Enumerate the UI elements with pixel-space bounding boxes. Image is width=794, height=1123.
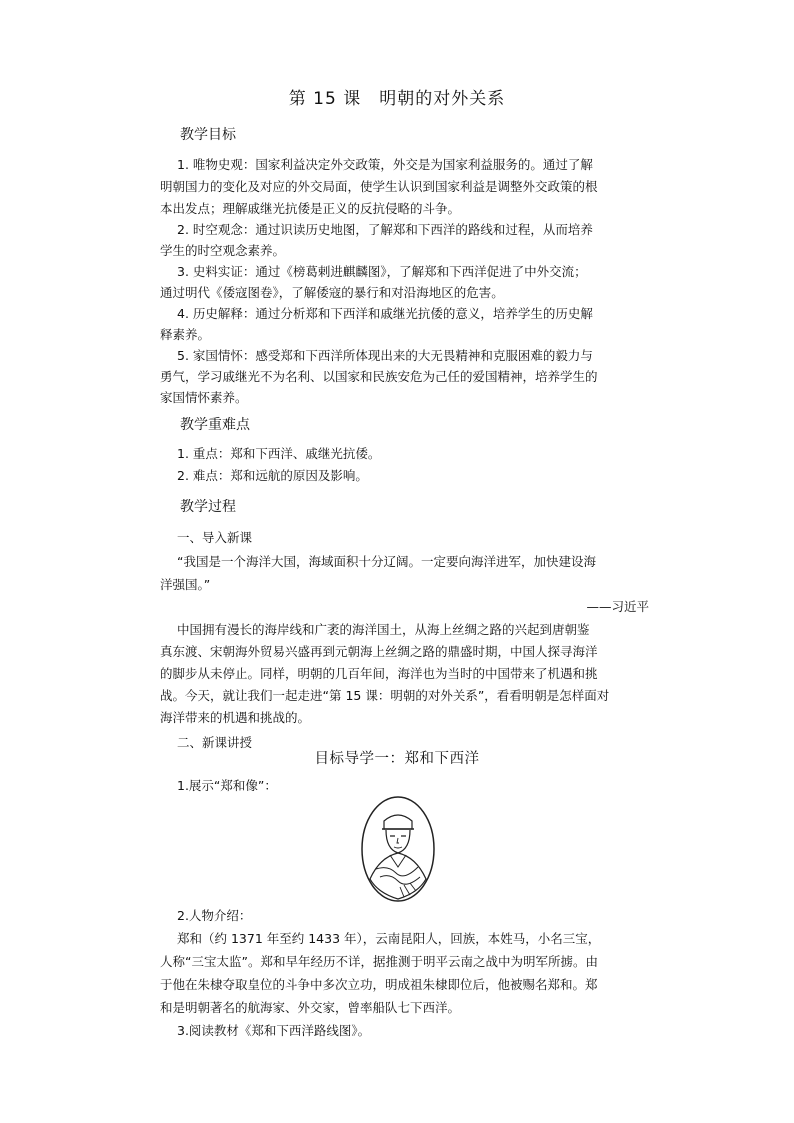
objectives-line: 通过明代《倭寇图卷》，了解倭寇的暴行和对沿海地区的危害。: [160, 285, 504, 300]
key-points-line: 2. 难点：郑和远航的原因及影响。: [177, 468, 368, 483]
objectives-line: 2. 时空观念：通过识读历史地图，了解郑和下西洋的路线和过程，从而培养: [177, 222, 593, 237]
page-title: 第 15 课 明朝的对外关系: [288, 89, 506, 109]
objectives-heading: 教学目标: [180, 127, 236, 143]
quote-line: “我国是一个海洋大国，海域面积十分辽阔。一定要向海洋进军，加快建设海: [177, 554, 596, 569]
intro-line: 战。今天，就让我们一起走进“第 15 课：明朝的对外关系”，看看明朝是怎样面对: [160, 688, 610, 703]
process-heading: 教学过程: [180, 499, 236, 515]
objectives-line: 本出发点；理解戚继光抗倭是正义的反抗侵略的斗争。: [160, 201, 461, 216]
objectives-line: 勇气，学习戚继光不为名利、以国家和民族安危为己任的爱国精神，培养学生的: [160, 369, 598, 384]
objectives-line: 学生的时空观念素养。: [160, 243, 286, 258]
person-line: 于他在朱棣夺取皇位的斗争中多次立功，明成祖朱棣即位后，他被赐名郑和。郑: [160, 977, 598, 992]
quote-author: ——习近平: [586, 599, 649, 614]
section-heading: 二、新课讲授: [177, 735, 253, 750]
objectives-line: 1. 唯物史观：国家利益决定外交政策，外交是为国家利益服务的。通过了解: [177, 157, 593, 172]
section-heading: 一、导入新课: [177, 530, 253, 545]
quote-line: 洋强国。”: [160, 577, 211, 592]
show-portrait-line: 1.展示“郑和像”：: [177, 778, 277, 793]
person-intro-label: 2.人物介绍：: [177, 908, 252, 923]
objectives-line: 4. 历史解释：通过分析郑和下西洋和戚继光抗倭的意义，培养学生的历史解: [177, 306, 593, 321]
key-points-heading: 教学重难点: [180, 417, 250, 433]
zheng-he-portrait-image: [360, 795, 436, 903]
intro-line: 中国拥有漫长的海岸线和广袤的海洋国土，从海上丝绸之路的兴起到唐朝鉴: [177, 622, 590, 637]
person-line: 和是明朝著名的航海家、外交家，曾率船队七下西洋。: [160, 1000, 461, 1015]
person-line: 人称“三宝太监”。郑和早年经历不详，据推测于明平云南之战中为明军所掳。由: [160, 954, 598, 969]
section-subtitle: 目标导学一：郑和下西洋: [314, 751, 480, 767]
intro-line: 海洋带来的机遇和挑战的。: [160, 710, 311, 725]
objectives-line: 释素养。: [160, 327, 211, 342]
read-map-line: 3.阅读教材《郑和下西洋路线图》。: [177, 1023, 371, 1038]
intro-line: 真东渡、宋朝海外贸易兴盛再到元朝海上丝绸之路的鼎盛时期，中国人探寻海洋: [160, 644, 598, 659]
objectives-line: 5. 家国情怀：感受郑和下西洋所体现出来的大无畏精神和克服困难的毅力与: [177, 348, 593, 363]
intro-line: 的脚步从未停止。同样，明朝的几百年间，海洋也为当时的中国带来了机遇和挑: [160, 666, 598, 681]
key-points-line: 1. 重点：郑和下西洋、戚继光抗倭。: [177, 446, 381, 461]
person-line: 郑和（约 1371 年至约 1433 年），云南昆阳人，回族，本姓马，小名三宝，: [177, 931, 601, 946]
objectives-line: 3. 史料实证：通过《榜葛剌进麒麟图》，了解郑和下西洋促进了中外交流；: [177, 264, 587, 279]
objectives-line: 明朝国力的变化及对应的外交局面，使学生认识到国家利益是调整外交政策的根: [160, 179, 598, 194]
objectives-line: 家国情怀素养。: [160, 390, 248, 405]
